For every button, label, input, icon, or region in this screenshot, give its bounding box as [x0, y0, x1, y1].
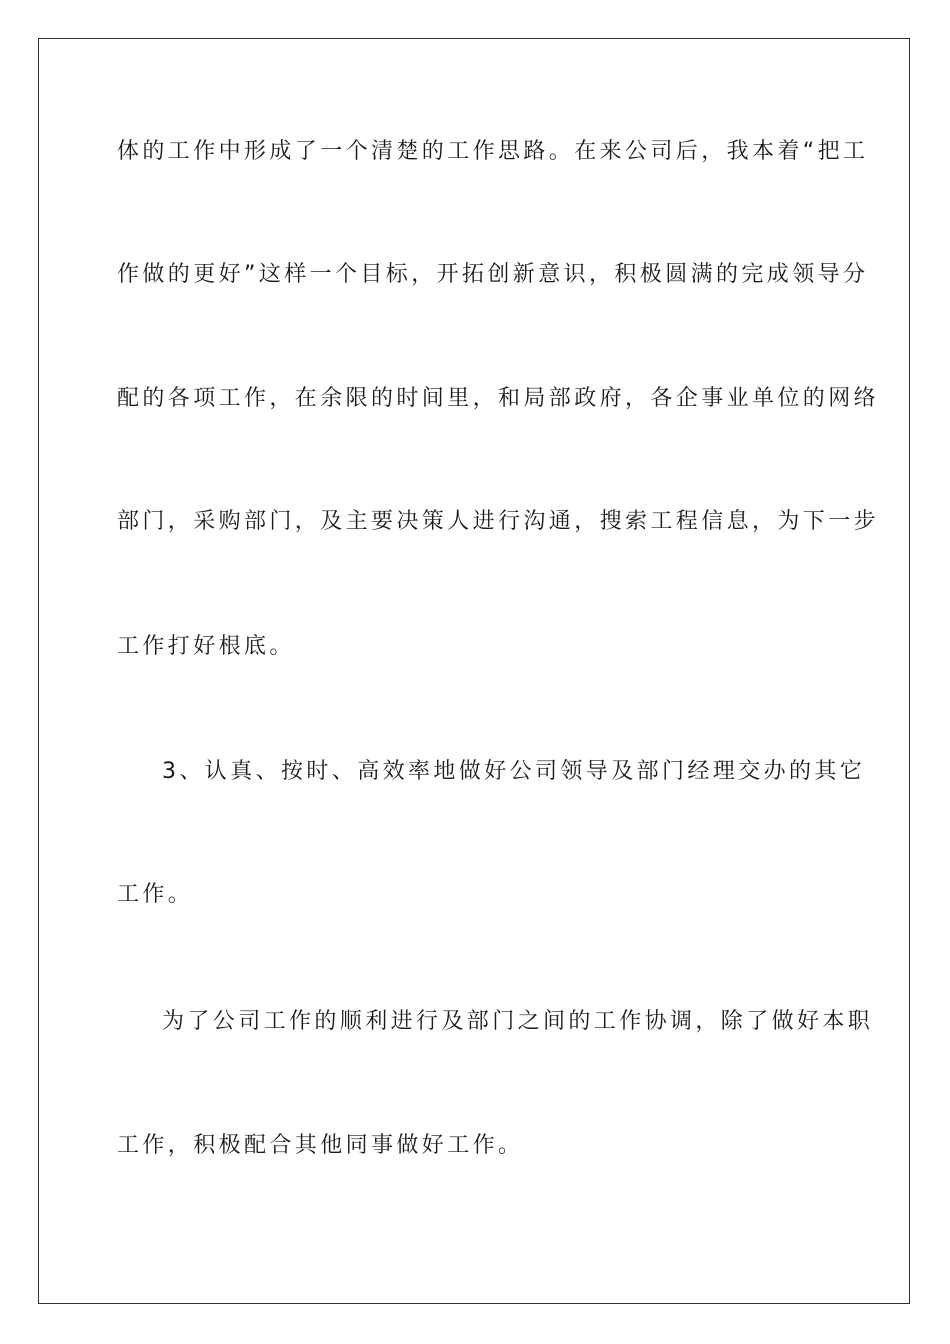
text-line: 体的工作中形成了一个清楚的工作思路。在来公司后，我本着“把工 — [117, 139, 869, 164]
text-line: 部门，采购部门，及主要决策人进行沟通，搜索工程信息，为下一步 — [117, 509, 880, 534]
paragraph-start-line: 3、认真、按时、高效率地做好公司领导及部门经理交办的其它 — [162, 759, 866, 784]
text-line: 工作打好根底。 — [117, 634, 295, 659]
text-line: 工作，积极配合其他同事做好工作。 — [117, 1133, 524, 1158]
text-line: 配的各项工作，在余限的时间里，和局部政府，各企事业单位的网络 — [117, 386, 880, 411]
text-line: 作做的更好”这样一个目标，开拓创新意识，积极圆满的完成领导分 — [117, 262, 869, 287]
page-frame — [38, 38, 910, 1304]
paragraph-start-line: 为了公司工作的顺利进行及部门之间的工作协调，除了做好本职 — [162, 1009, 874, 1034]
text-line: 工作。 — [117, 882, 194, 907]
